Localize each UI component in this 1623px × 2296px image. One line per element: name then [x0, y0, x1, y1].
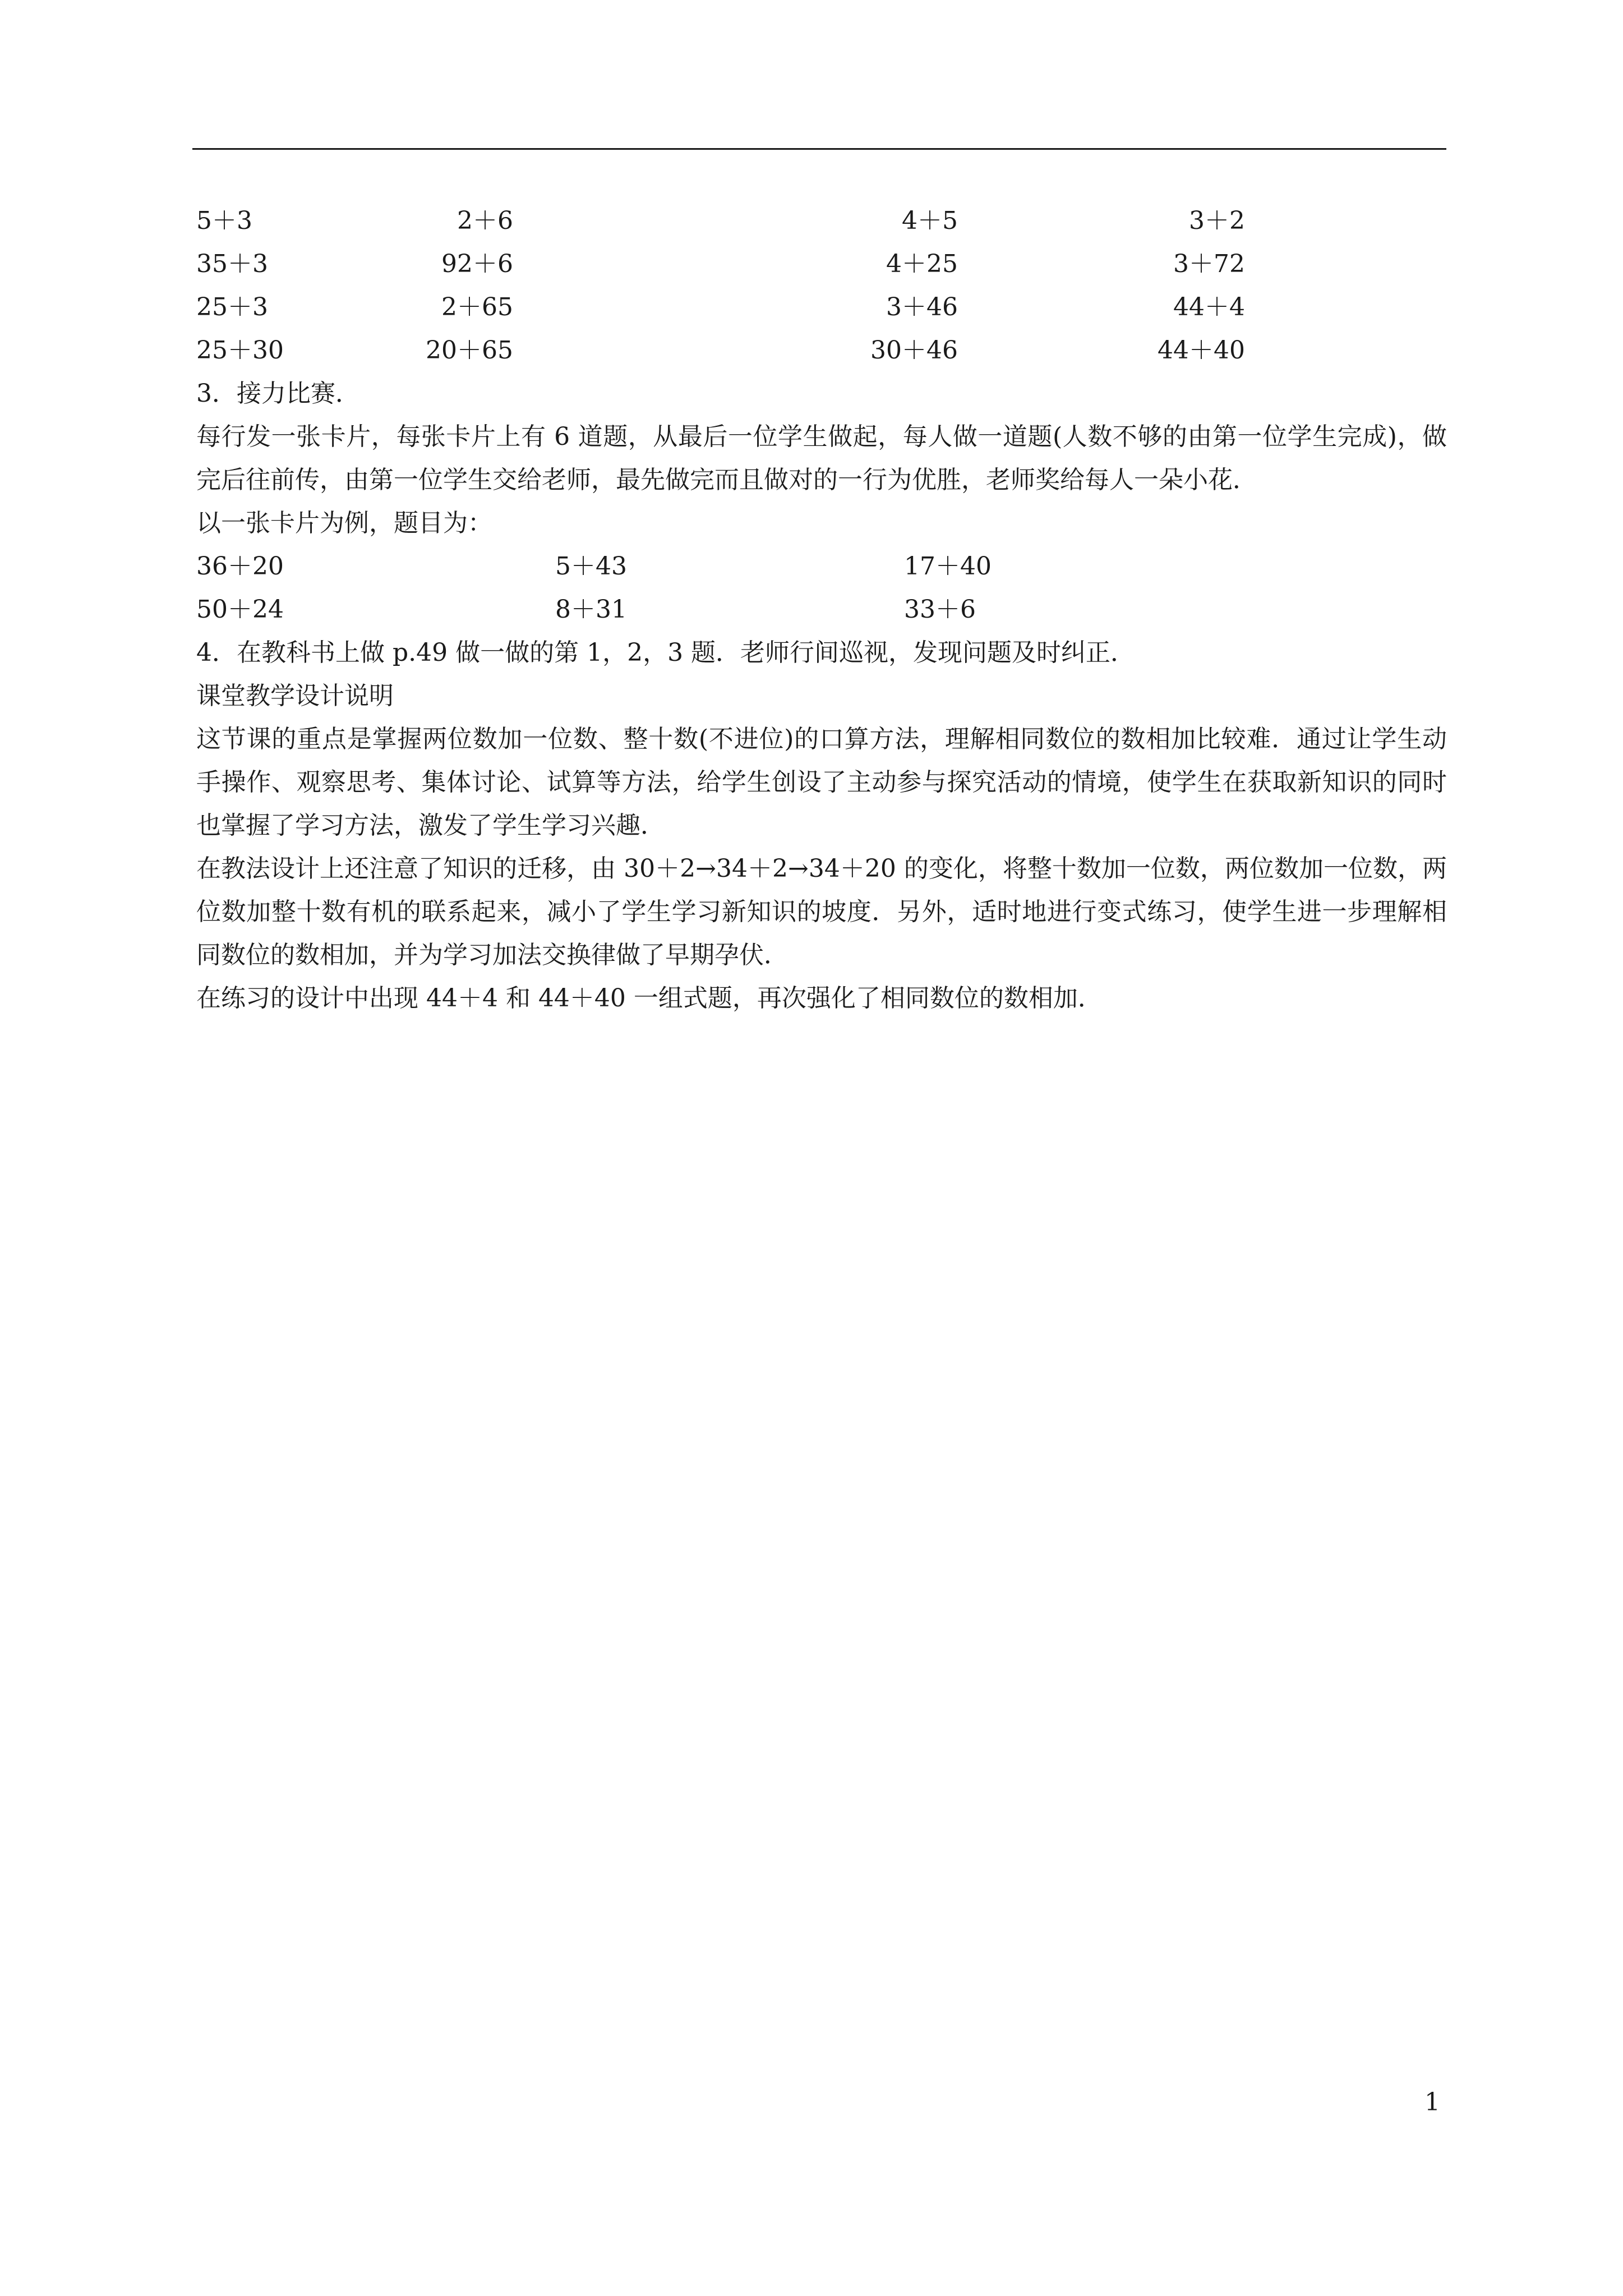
exercise-cell: 2＋65 — [441, 293, 513, 321]
card-cell: 50＋24 — [196, 595, 284, 624]
exercise-cell: 30＋46 — [870, 336, 958, 365]
section-3-heading: 3．接力比赛． — [196, 379, 360, 408]
card-cell: 17＋40 — [904, 552, 992, 581]
card-cell: 5＋43 — [555, 552, 627, 581]
exercise-cell: 25＋30 — [196, 336, 284, 365]
exercise-cell: 92＋6 — [441, 250, 513, 278]
section-3-body: 每行发一张卡片，每张卡片上有 6 道题，从最后一位学生做起，每人做一道题(人数不够的由第一位学生完成)，做完后往前传，由第一位学生交给老师，最先做完而且做对的一行为优胜，老师奖给每人一朵小花． — [196, 422, 1447, 494]
exercise-cell: 20＋65 — [426, 336, 513, 365]
exercise-cell: 25＋3 — [196, 293, 268, 321]
design-paragraph-3: 在练习的设计中出现 44＋4 和 44＋40 一组式题，再次强化了相同数位的数相加． — [196, 984, 1103, 1013]
exercise-cell: 44＋40 — [1158, 336, 1245, 365]
exercise-cell: 3＋72 — [1173, 250, 1245, 278]
card-intro: 以一张卡片为例，题目为： — [196, 509, 492, 537]
exercise-cell: 4＋25 — [886, 250, 958, 278]
exercise-cell: 3＋2 — [1189, 206, 1245, 235]
exercise-cell: 3＋46 — [886, 293, 958, 321]
card-cell: 8＋31 — [555, 595, 627, 624]
exercise-cell: 4＋5 — [902, 206, 958, 235]
page-content — [196, 199, 1447, 1020]
page-number: 1 — [1424, 2088, 1440, 2116]
section-4: 4．在教科书上做 p.49 做一做的第 1，2，3 题．老师行间巡视，发现问题及时纠正． — [196, 638, 1136, 667]
design-paragraph-2: 在教法设计上还注意了知识的迁移，由 30＋2→34＋2→34＋20 的变化，将整十数加一位数，两位数加一位数，两位数加整十数有机的联系起来，减小了学生学习新知识的坡度．另外，适时地进行变式练习，使学生进一步理解相同数位的数相加，并为学习加法交换律做了早期孕伏． — [196, 854, 1447, 969]
exercise-row — [196, 329, 1447, 372]
card-row — [196, 588, 1447, 631]
exercise-row — [196, 286, 1447, 329]
design-heading: 课堂教学设计说明 — [196, 682, 394, 710]
exercise-cell: 2＋6 — [457, 206, 513, 235]
card-cell: 36＋20 — [196, 552, 284, 581]
card-cell: 33＋6 — [904, 595, 976, 624]
exercise-cell: 5＋3 — [196, 206, 252, 235]
exercise-row — [196, 199, 1447, 242]
exercise-cell: 44＋4 — [1173, 293, 1245, 321]
card-row — [196, 545, 1447, 588]
design-paragraph-1: 这节课的重点是掌握两位数加一位数、整十数(不进位)的口算方法，理解相同数位的数相加比较难．通过让学生动手操作、观察思考、集体讨论、试算等方法，给学生创设了主动参与探究活动的情境，使学生在获取新知识的同时也掌握了学习方法，激发了学生学习兴趣． — [196, 725, 1447, 840]
header-rule — [192, 148, 1446, 150]
exercise-row — [196, 242, 1447, 286]
exercise-cell: 35＋3 — [196, 250, 268, 278]
